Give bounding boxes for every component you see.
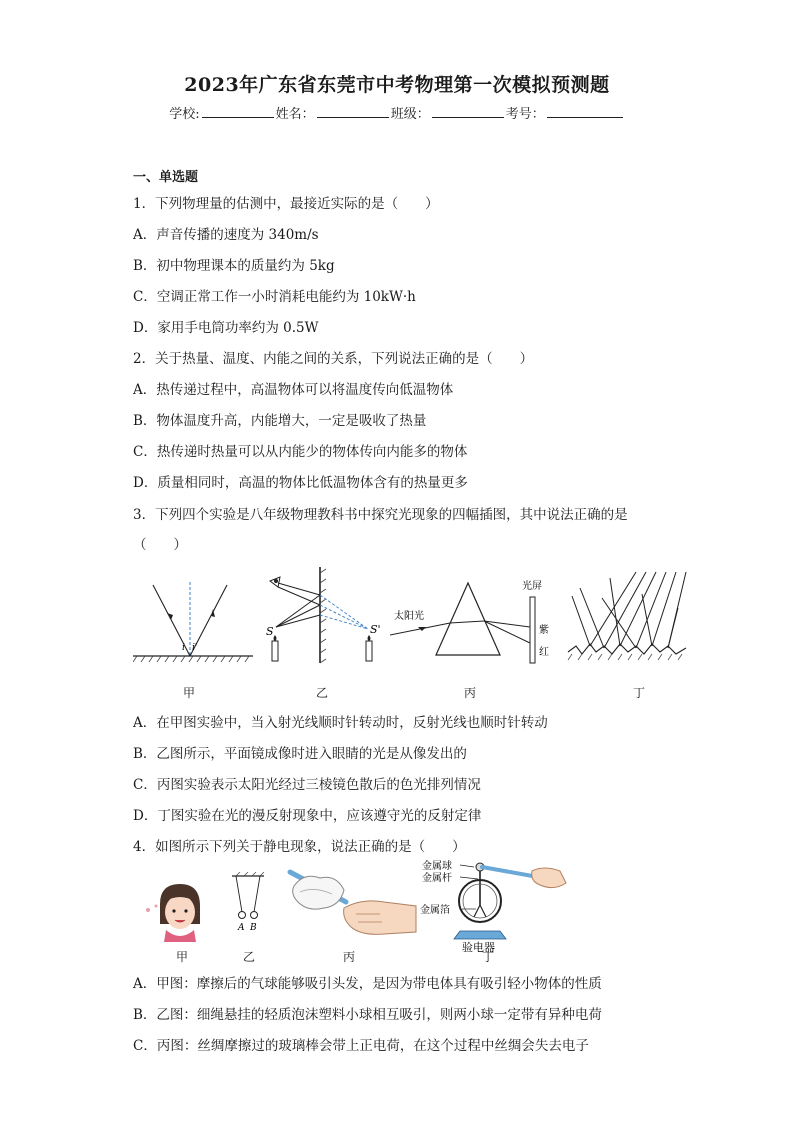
metal-ball-label: 金属球 bbox=[422, 861, 452, 872]
name-label: 姓名： bbox=[275, 107, 315, 122]
ball-a-label: A bbox=[238, 923, 245, 932]
school-label: 学校: bbox=[169, 107, 200, 122]
class-blank bbox=[432, 105, 504, 118]
s-prime-label: S' bbox=[370, 623, 381, 636]
q4-caption-bing: 丙 bbox=[343, 950, 356, 964]
figure-plane-mirror bbox=[262, 565, 387, 667]
q3-stem: 3．下列四个实验是八年级物理教科书中探究光现象的四幅插图，其中说法正确的是 bbox=[133, 507, 628, 523]
q1-option-a: A．声音传播的速度为 340m/s bbox=[133, 227, 319, 243]
q4-option-c: C．丙图：丝绸摩擦过的玻璃棒会带上正电荷，在这个过程中丝绸会失去电子 bbox=[133, 1038, 589, 1054]
q3-option-b: B．乙图所示，平面镜成像时进入眼睛的光是从像发出的 bbox=[133, 746, 467, 762]
figure-diffuse-reflection bbox=[566, 568, 688, 663]
ball-b-label: B bbox=[250, 923, 257, 932]
angle-i-label: i bbox=[182, 643, 185, 653]
q3-caption-yi: 乙 bbox=[316, 686, 329, 700]
q1-stem: 1．下列物理量的估测中，最接近实际的是（ ） bbox=[133, 196, 439, 212]
q1-option-d: D．家用手电筒功率约为 0.5W bbox=[133, 320, 319, 336]
q4-caption-yi: 乙 bbox=[243, 950, 256, 964]
q3-stem-bracket: （ ） bbox=[133, 537, 187, 553]
q2-option-b: B．物体温度升高，内能增大，一定是吸收了热量 bbox=[133, 413, 427, 429]
q4-stem: 4．如图所示下列关于静电现象，说法正确的是（ ） bbox=[133, 839, 466, 855]
q2-option-c: C．热传递时热量可以从内能少的物体传向内能多的物体 bbox=[133, 444, 468, 460]
sunlight-label: 太阳光 bbox=[394, 611, 424, 622]
angle-r-label: i' bbox=[192, 643, 198, 653]
figure-hanging-balls bbox=[228, 872, 268, 932]
page-title: 2023年广东省东莞市中考物理第一次模拟预测题 bbox=[184, 74, 610, 96]
q4-option-a: A．甲图：摩擦后的气球能够吸引头发，是因为带电体具有吸引轻小物体的性质 bbox=[133, 976, 602, 992]
figure-reflection bbox=[133, 570, 253, 665]
q3-caption-jia: 甲 bbox=[183, 686, 196, 700]
q1-option-c: C．空调正常工作一小时消耗电能约为 10kW·h bbox=[133, 289, 416, 305]
electroscope-label: 验电器 bbox=[462, 941, 495, 952]
student-info-row bbox=[0, 103, 794, 122]
q3-option-a: A．在甲图实验中，当入射光线顺时针转动时，反射光线也顺时针转动 bbox=[133, 715, 548, 731]
violet-label: 紫 bbox=[539, 625, 549, 636]
metal-rod-label: 金属杆 bbox=[422, 873, 452, 884]
q2-stem: 2．关于热量、温度、内能之间的关系，下列说法正确的是（ ） bbox=[133, 351, 534, 367]
school-blank bbox=[202, 105, 274, 118]
screen-label: 光屏 bbox=[522, 581, 542, 592]
q4-option-b: B．乙图：细绳悬挂的轻质泡沫塑料小球相互吸引，则两小球一定带有异种电荷 bbox=[133, 1007, 602, 1023]
figure-rubbing-rod bbox=[284, 862, 419, 942]
red-label: 红 bbox=[539, 647, 549, 658]
q4-caption-ding: 丁 bbox=[482, 950, 495, 964]
q3-option-d: D．丁图实验在光的漫反射现象中，应该遵守光的反射定律 bbox=[133, 808, 482, 824]
figure-prism bbox=[390, 575, 550, 667]
q3-caption-bing: 丙 bbox=[464, 686, 477, 700]
metal-foil-label: 金属箔 bbox=[420, 905, 450, 916]
figure-girl-hair bbox=[142, 880, 202, 942]
q2-option-a: A．热传递过程中，高温物体可以将温度传向低温物体 bbox=[133, 382, 454, 398]
s-label: S bbox=[266, 625, 274, 638]
q3-caption-ding: 丁 bbox=[633, 686, 646, 700]
class-label: 班级： bbox=[390, 107, 430, 122]
q1-option-b: B．初中物理课本的质量约为 5kg bbox=[133, 258, 335, 274]
figure-electroscope bbox=[420, 855, 570, 952]
q2-option-d: D．质量相同时，高温的物体比低温物体含有的热量更多 bbox=[133, 475, 468, 491]
name-blank bbox=[317, 105, 389, 118]
q3-option-c: C．丙图实验表示太阳光经过三棱镜色散后的色光排列情况 bbox=[133, 777, 481, 793]
exam-no-label: 考号： bbox=[505, 107, 545, 122]
section-heading: 一、单选题 bbox=[133, 170, 199, 185]
exam-no-blank bbox=[547, 105, 623, 118]
q4-caption-jia: 甲 bbox=[176, 950, 189, 964]
